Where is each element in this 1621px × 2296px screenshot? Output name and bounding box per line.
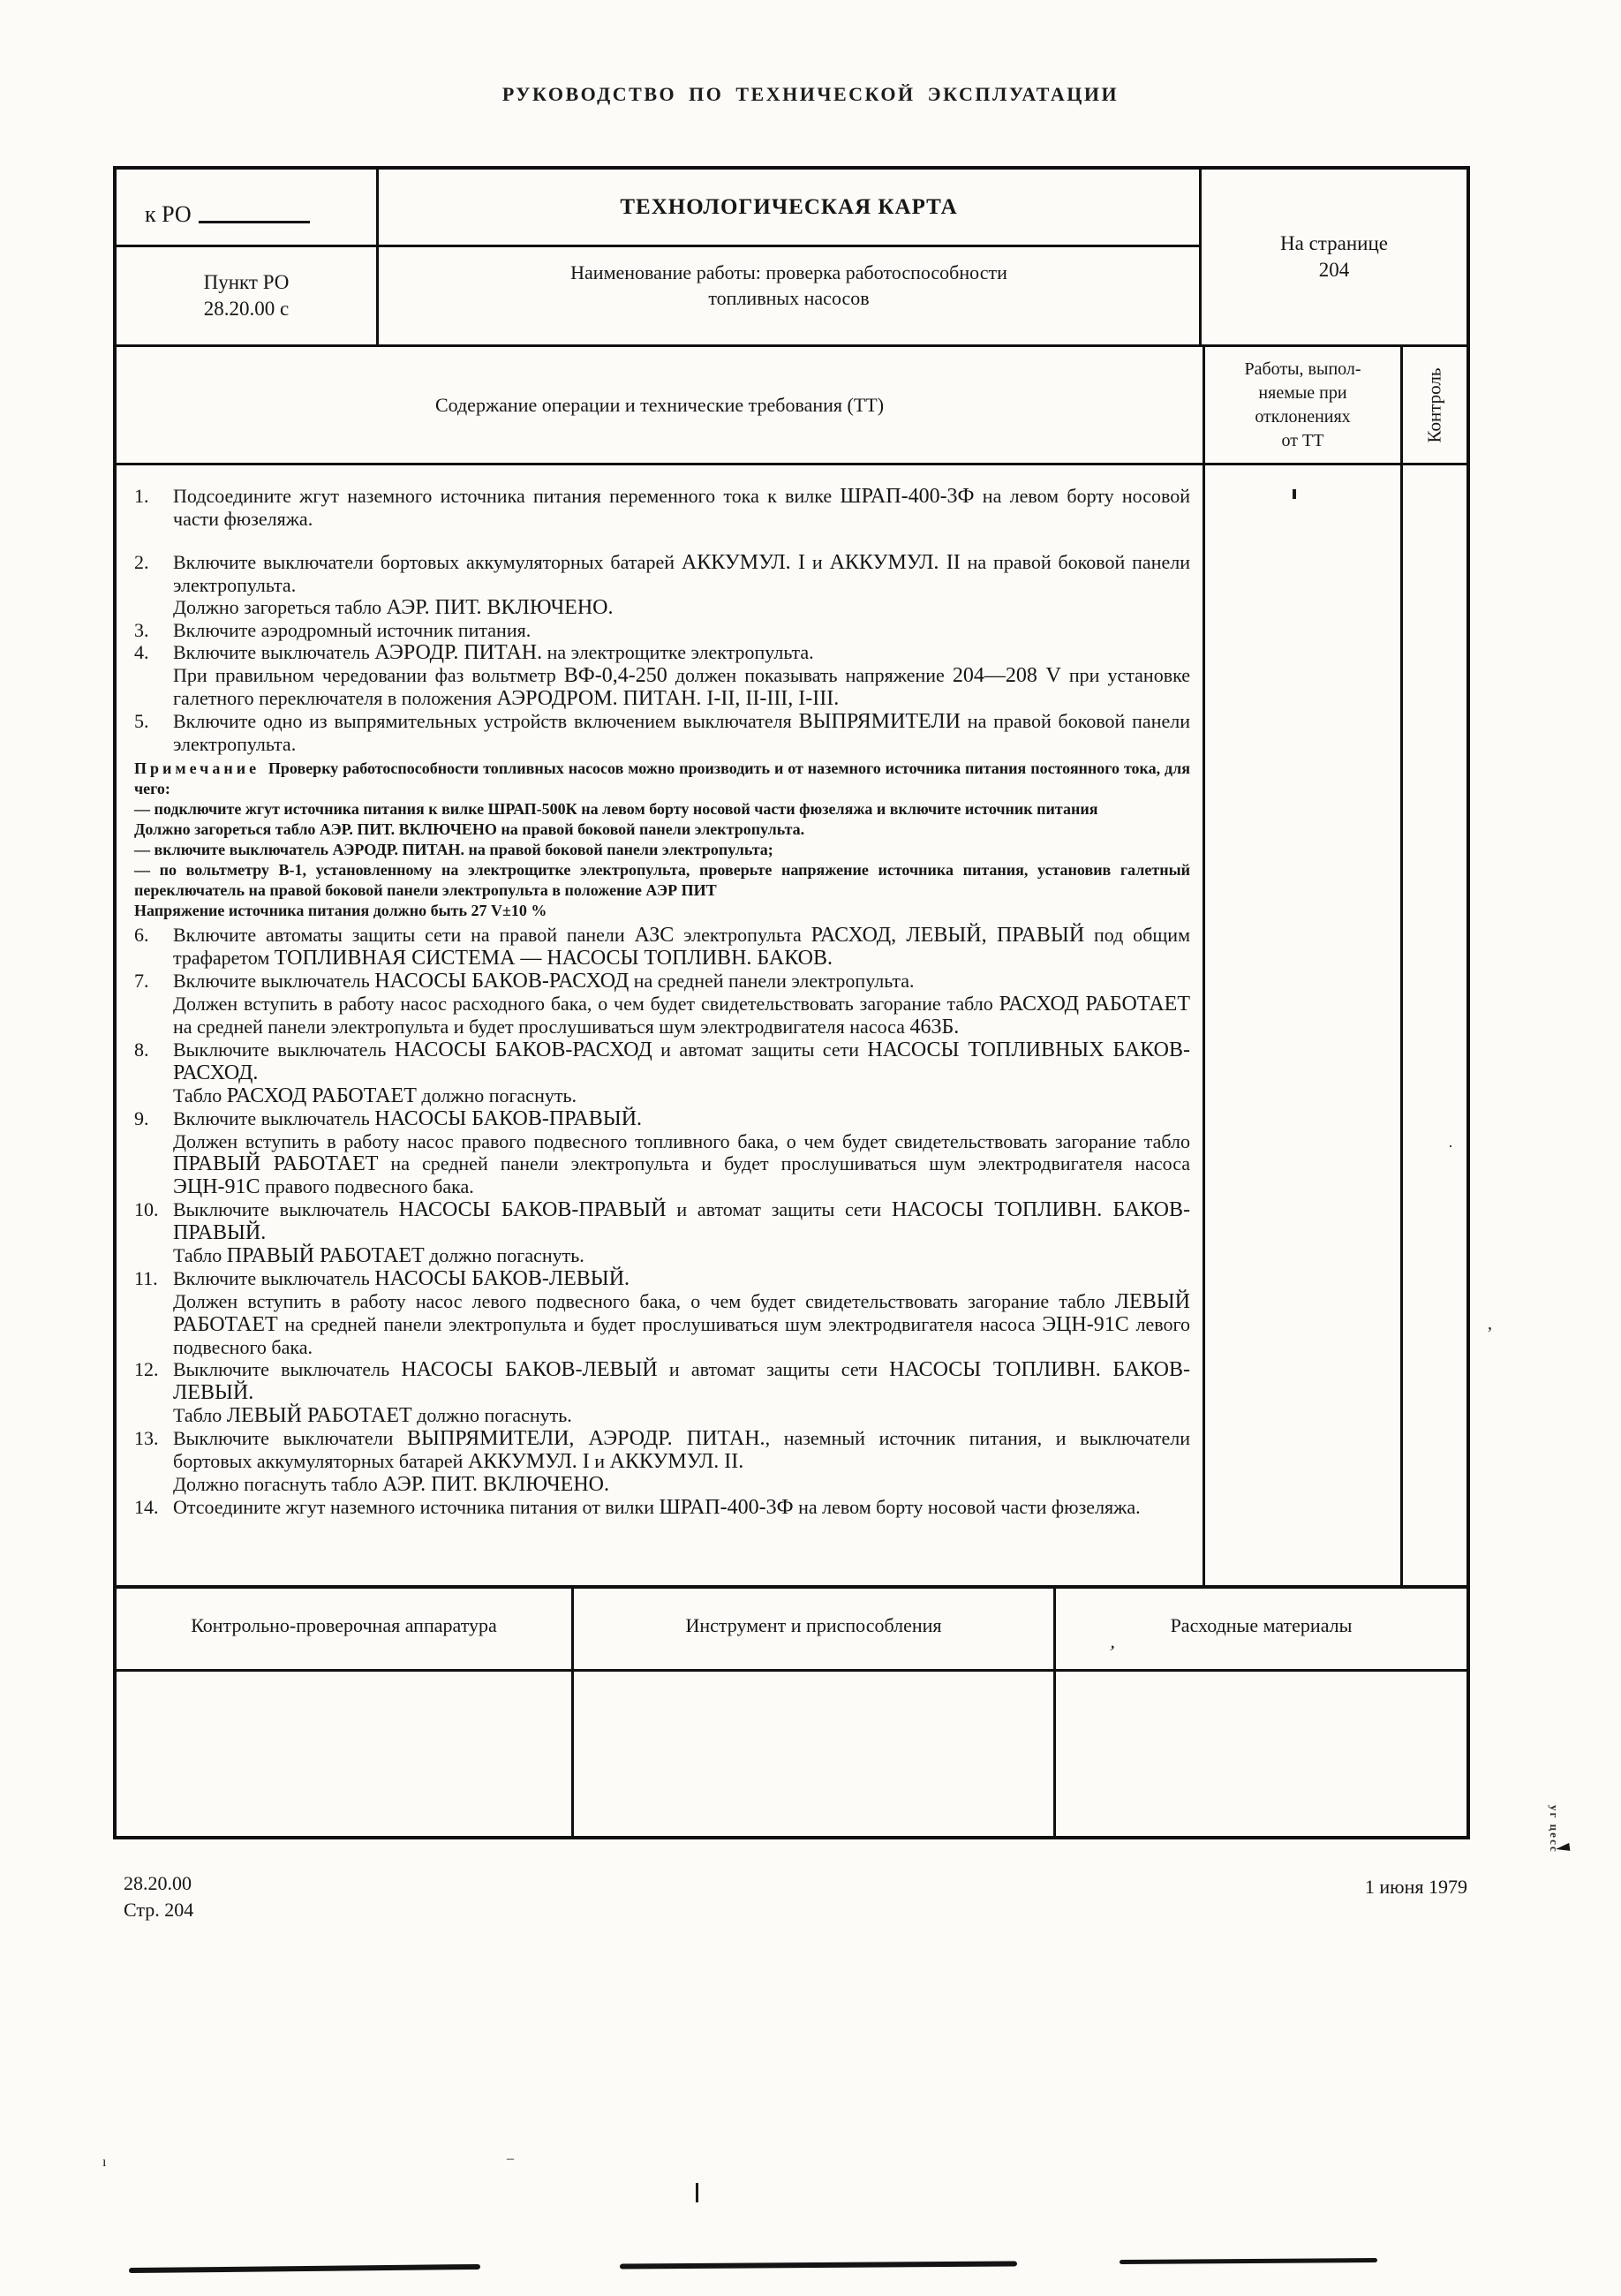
page-edge-streak (129, 2264, 480, 2273)
step-text: Выключите выключатель НАСОСЫ БАКОВ-РАСХОД и автомат защиты сети НАСОСЫ ТОПЛИВНЫХ БАКОВ-РАСХОД. (173, 1038, 1190, 1084)
step-result: Табло ЛЕВЫЙ РАБОТАЕТ должно погаснуть. (173, 1404, 572, 1427)
ro-reference-label: к РО (145, 201, 192, 227)
content-column-header: Содержание операции и технические требования (ТТ) (117, 347, 1205, 463)
scan-artifact: ı (102, 2155, 107, 2170)
document-header: РУКОВОДСТВО ПО ТЕХНИЧЕСКОЙ ЭКСПЛУАТАЦИИ (501, 83, 1120, 105)
ro-item-cell (117, 247, 379, 344)
resources-header-row (117, 1585, 1466, 1669)
step-text: Отсоедините жгут наземного источника питания от вилки ШРАП-400-3Ф на левом борту носовой части фюзеляжа. (173, 1496, 1141, 1519)
note-line: — включите выключатель АЭРОДР. ПИТАН. на правой боковой панели электропульта; (134, 841, 773, 858)
step-text: Включите одно из выпрямительных устройств включением выключателя ВЫПРЯМИТЕЛИ на правой боковой панели электропульта. (173, 710, 1190, 755)
step-result: Должен вступить в работу насос расходного бака, о чем будет свидетельствовать загорание табло РАСХОД РАБОТАЕТ на средней панели электропульта и будет прослушиваться шум электродвигателя насоса 463Б. (173, 993, 1190, 1038)
step-9 (134, 1107, 1190, 1198)
deviations-column-empty (1205, 465, 1403, 1585)
step-text: Включите выключатель НАСОСЫ БАКОВ-ПРАВЫЙ. (173, 1107, 643, 1130)
step-number: 7. (134, 970, 149, 992)
step-5 (134, 710, 1190, 755)
step-10 (134, 1198, 1190, 1267)
step-result: Должен вступить в работу насос левого подвесного бака, о чем будет свидетельствовать загорание табло ЛЕВЫЙ РАБОТАЕТ на средней панели электропульта и будет прослушиваться шум электродвигателя насоса ЭЦН-91С левого подвесного бака. (173, 1290, 1190, 1358)
note-text: Проверку работоспособности топливных насосов можно производить и от наземного источника питания постоянного тока, для чего: (134, 759, 1190, 797)
step-4 (134, 641, 1190, 710)
scan-artifact (696, 2183, 698, 2202)
step-number: 4. (134, 641, 149, 663)
step-6 (134, 924, 1190, 970)
step-text: Подсоедините жгут наземного источника питания переменного тока к вилке ШРАП-400-3Ф на левом борту носовой части фюзеляжа. (173, 485, 1190, 530)
step-result: При правильном чередовании фаз вольтметр ВФ-0,4-250 должен показывать напряжение 204—208 V при установке галетного переключателя в положения АЭРОДРОМ. ПИТАН. I-II, II-III, I-III. (173, 664, 1190, 710)
step-number: 12. (134, 1358, 159, 1380)
deviations-header-line: от ТТ (1281, 430, 1324, 450)
step-1 (134, 485, 1190, 530)
procedure-note (134, 759, 1190, 921)
deviations-column-header (1205, 347, 1403, 463)
on-page-cell (1202, 170, 1466, 344)
control-column-empty (1403, 465, 1466, 1585)
step-number: 10. (134, 1198, 159, 1220)
step-7 (134, 970, 1190, 1038)
step-text: Включите выключатели бортовых аккумуляторных батарей АККУМУЛ. I и АККУМУЛ. II на правой боковой панели электропульта. (173, 551, 1190, 596)
tech-card-table (113, 166, 1470, 1839)
test-equipment-header: Контрольно-проверочная аппаратура (117, 1589, 574, 1669)
footer-reference (124, 1870, 193, 1923)
step-number: 2. (134, 551, 149, 573)
ro-reference-cell (117, 170, 379, 245)
page-edge-streak (1120, 2258, 1377, 2264)
note-line: Должно загореться табло АЭР. ПИТ. ВКЛЮЧЕНО на правой боковой панели электропульта. (134, 820, 805, 838)
consumables-cell (1056, 1672, 1466, 1836)
step-result: Должен вступить в работу насос правого подвесного топливного бака, о чем будет свидетельствовать загорание табло ПРАВЫЙ РАБОТАЕТ на средней панели электропульта и будет прослушиваться шум электродвигателя насоса ЭЦН-91С правого подвесного бака. (173, 1130, 1190, 1198)
resources-body-row (117, 1669, 1466, 1836)
card-header-main (117, 170, 1202, 344)
deviations-header-line: няемые при (1258, 382, 1347, 403)
card-header-bottom (117, 247, 1199, 344)
step-13 (134, 1427, 1190, 1496)
step-3 (134, 619, 1190, 641)
work-name-line: топливных насосов (708, 287, 870, 309)
blank-line (199, 221, 310, 223)
step-number: 5. (134, 710, 149, 732)
footer-page-number: Стр. 204 (124, 1899, 194, 1921)
step-14 (134, 1496, 1190, 1519)
step-number: 6. (134, 924, 149, 946)
step-text: Выключите выключатели ВЫПРЯМИТЕЛИ, АЭРОДР. ПИТАН., наземный источник питания, и выключатели бортовых аккумуляторных батарей АККУМУЛ. I и АККУМУЛ. II. (173, 1427, 1191, 1473)
step-result: Табло ПРАВЫЙ РАБОТАЕТ должно погаснуть. (173, 1244, 584, 1267)
spacer (134, 530, 1190, 551)
note-line: — по вольтметру В-1, установленному на электрощитке электропульта, проверьте напряжение источника питания, установив галетный переключатель на правой боковой панели электропульта в положение АЭР ПИТ (134, 861, 1190, 899)
step-number: 3. (134, 619, 149, 641)
procedure-steps (117, 465, 1205, 1585)
step-number: 11. (134, 1267, 158, 1289)
scan-artifact: · (1448, 1137, 1453, 1155)
footer-task-code: 28.20.00 (124, 1872, 192, 1894)
step-number: 8. (134, 1038, 149, 1061)
note-line: Напряжение источника питания должно быть 27 V±10 % (134, 902, 547, 919)
scan-artifact: ‚ (1487, 1314, 1493, 1333)
ro-item-label: Пункт РО (203, 271, 290, 293)
step-12 (134, 1358, 1190, 1427)
scan-artifact (1293, 489, 1296, 499)
control-column-header (1403, 347, 1466, 463)
card-header-top (117, 170, 1199, 247)
step-number: 13. (134, 1427, 159, 1449)
page-edge-streak (620, 2261, 1017, 2269)
step-text: Включите автоматы защиты сети на правой панели АЗС электропульта РАСХОД, ЛЕВЫЙ, ПРАВЫЙ под общим трафаретом ТОПЛИВНАЯ СИСТЕМА — НАСОСЫ ТОПЛИВН. БАКОВ. (173, 924, 1190, 970)
tools-cell (574, 1672, 1056, 1836)
step-result: Табло РАСХОД РАБОТАЕТ должно погаснуть. (173, 1084, 577, 1107)
step-text: Выключите выключатель НАСОСЫ БАКОВ-ЛЕВЫЙ и автомат защиты сети НАСОСЫ ТОПЛИВН. БАКОВ-ЛЕВЫЙ. (173, 1358, 1190, 1404)
step-text: Включите аэродромный источник питания. (173, 619, 532, 641)
step-result: Должно погаснуть табло АЭР. ПИТ. ВКЛЮЧЕНО. (173, 1473, 610, 1496)
step-text: Включите выключатель НАСОСЫ БАКОВ-ЛЕВЫЙ. (173, 1267, 630, 1290)
step-11 (134, 1267, 1190, 1358)
scan-artifact: ‒ (507, 2151, 514, 2166)
deviations-header-line: отклонениях (1255, 406, 1351, 427)
step-number: 9. (134, 1107, 149, 1129)
on-page-label: На странице (1280, 232, 1388, 254)
ro-item-value: 28.20.00 с (203, 298, 290, 320)
note-line: — подключите жгут источника питания к вилке ШРАП-500К на левом борту носовой части фюзеляжа и включите источник питания (134, 800, 1098, 818)
consumables-header: Расходные материалы (1170, 1613, 1353, 1636)
procedure-body-row (117, 463, 1466, 1585)
work-name-cell (379, 247, 1199, 344)
scan-artifact: ‚ (1108, 1629, 1120, 1653)
step-number: 14. (134, 1496, 159, 1518)
card-header-row (117, 170, 1466, 344)
card-title: ТЕХНОЛОГИЧЕСКАЯ КАРТА (620, 194, 958, 219)
step-8 (134, 1038, 1190, 1107)
deviations-header-line: Работы, выпол- (1244, 359, 1361, 379)
work-name-line: Наименование работы: проверка работоспособности (570, 261, 1007, 283)
step-2 (134, 551, 1190, 619)
column-header-row (117, 344, 1466, 463)
control-header-label: Контроль (1423, 367, 1445, 442)
page-edge-artifact-text: уг цесс (1548, 1805, 1561, 1854)
step-number: 1. (134, 485, 149, 507)
footer-date: 1 июня 1979 (1364, 1876, 1467, 1898)
step-text: Включите выключатель АЭРОДР. ПИТАН. на электрощитке электропульта. (173, 641, 814, 664)
tools-header: Инструмент и приспособления (574, 1589, 1056, 1669)
test-equipment-cell (117, 1672, 574, 1836)
note-label: Примечание (134, 759, 260, 777)
step-text: Включите выключатель НАСОСЫ БАКОВ-РАСХОД на средней панели электропульта. (173, 970, 915, 993)
step-text: Выключите выключатель НАСОСЫ БАКОВ-ПРАВЫЙ и автомат защиты сети НАСОСЫ ТОПЛИВН. БАКОВ-ПРАВЫЙ. (173, 1198, 1190, 1244)
on-page-value: 204 (1318, 259, 1350, 281)
step-result: Должно загореться табло АЭР. ПИТ. ВКЛЮЧЕНО. (173, 596, 614, 619)
